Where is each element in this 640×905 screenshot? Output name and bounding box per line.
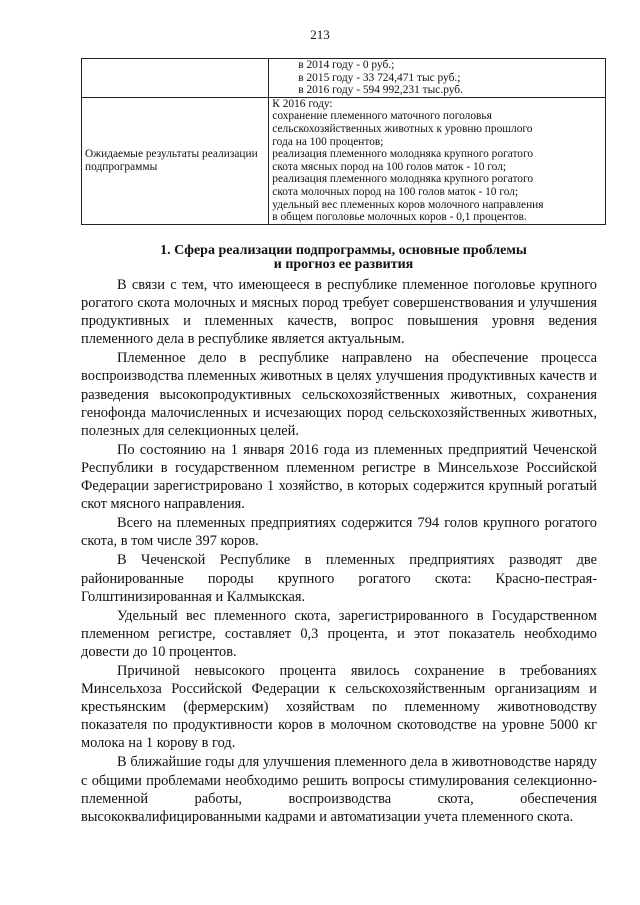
results-line: реализация племенного молодняка крупного рогатого (272, 148, 534, 161)
results-line: сохранение племенного маточного поголовья (272, 110, 492, 123)
results-line: в общем поголовье молочных коров - 0,1 процентов. (272, 211, 527, 224)
results-line: реализация племенного молодняка крупного рогатого (272, 173, 534, 186)
paragraph-2: Племенное дело в республике направлено на обеспечение процесса воспроизводства племенных животных в целях улучшения продуктивных качеств и разведения высокопродуктивных сельскохозяйственных животных, сохранения генофонда малочисленных и исчезающих пород сельскохозяйственных животных, полезных для селекционных целей. (81, 350, 597, 439)
section-title (81, 244, 606, 272)
financing-line-2015: в 2015 году - 33 724,471 тыс руб.; (298, 71, 461, 84)
financing-row (82, 59, 606, 98)
financing-line-2016: в 2016 году - 594 992,231 тыс.руб. (298, 84, 463, 97)
financing-label-cell (82, 59, 269, 98)
results-line: скота молочных пород на 100 голов маток - 10 гол; (272, 185, 519, 198)
page-number: 213 (310, 27, 330, 42)
paragraph-5: В Чеченской Республике в племенных предприятиях разводят две районированные породы крупного рогатого скота: Красно-пестрая-Голштинизированная и Калмыкская. (81, 552, 597, 605)
paragraph-4: Всего на племенных предприятиях содержится 794 голов крупного рогатого скота, в том числе 397 коров. (81, 515, 597, 550)
paragraph-8: В ближайшие годы для улучшения племенного дела в животноводстве наряду с общими проблемами необходимо решить вопросы стимулирования селекционно-племенной работы, воспроизводства скота, обеспечения высококвалифицированными кадрами и автоматизации учета племенного скота. (81, 754, 597, 825)
paragraph-7: Причиной невысокого процента явилось сохранение в требованиях Минсельхоза Российской Федерации к сельскохозяйственным организациям и крестьянским (фермерским) хозяйствам по племенному животноводству показателя по продуктивности коров в молочном скотоводстве на уровне 5000 кг молока на 1 корову в год. (81, 662, 597, 752)
financing-line-2014: в 2014 году - 0 руб.; (298, 59, 395, 71)
results-line: скота мясных пород на 100 голов маток - 10 гол; (272, 160, 507, 173)
results-line: сельскохозяйственных животных к уровню прошлого (272, 122, 533, 135)
financing-values-cell (269, 59, 606, 98)
section-title-line-2: и прогноз ее развития (273, 257, 414, 272)
section-body (81, 276, 597, 826)
paragraph-1: В связи с тем, что имеющееся в республике племенное поголовье крупного рогатого скота молочных и мясных пород требует совершенствования и улучшения продуктивных и племенных качеств, вопрос повышения уровня ведения племенного дела в республике является актуальным. (81, 277, 597, 348)
expected-results-cell (269, 97, 606, 224)
paragraph-6: Удельный вес племенного скота, зарегистрированного в Государственном племенном регистре, составляет 0,3 процента, и этот показатель необходимо довести до 10 процентов. (81, 607, 597, 660)
subprogram-passport-table (81, 58, 606, 225)
section-title-line-1: 1. Сфера реализации подпрограммы, основные проблемы (160, 243, 527, 258)
paragraph-3: По состоянию на 1 января 2016 года из племенных предприятий Чеченской Республики в государственном племенном регистре в Минсельхозе Российской Федерации зарегистрировано 1 хозяйство, в которых содержится крупный рогатый скот мясного направления. (81, 441, 597, 513)
results-line: К 2016 году: (272, 97, 333, 110)
expected-results-row (82, 97, 606, 224)
results-line: удельный вес племенных коров молочного направления (272, 198, 544, 211)
expected-results-label: Ожидаемые результаты реализации подпрограммы (82, 97, 269, 224)
results-line: года на 100 процентов; (272, 135, 384, 148)
